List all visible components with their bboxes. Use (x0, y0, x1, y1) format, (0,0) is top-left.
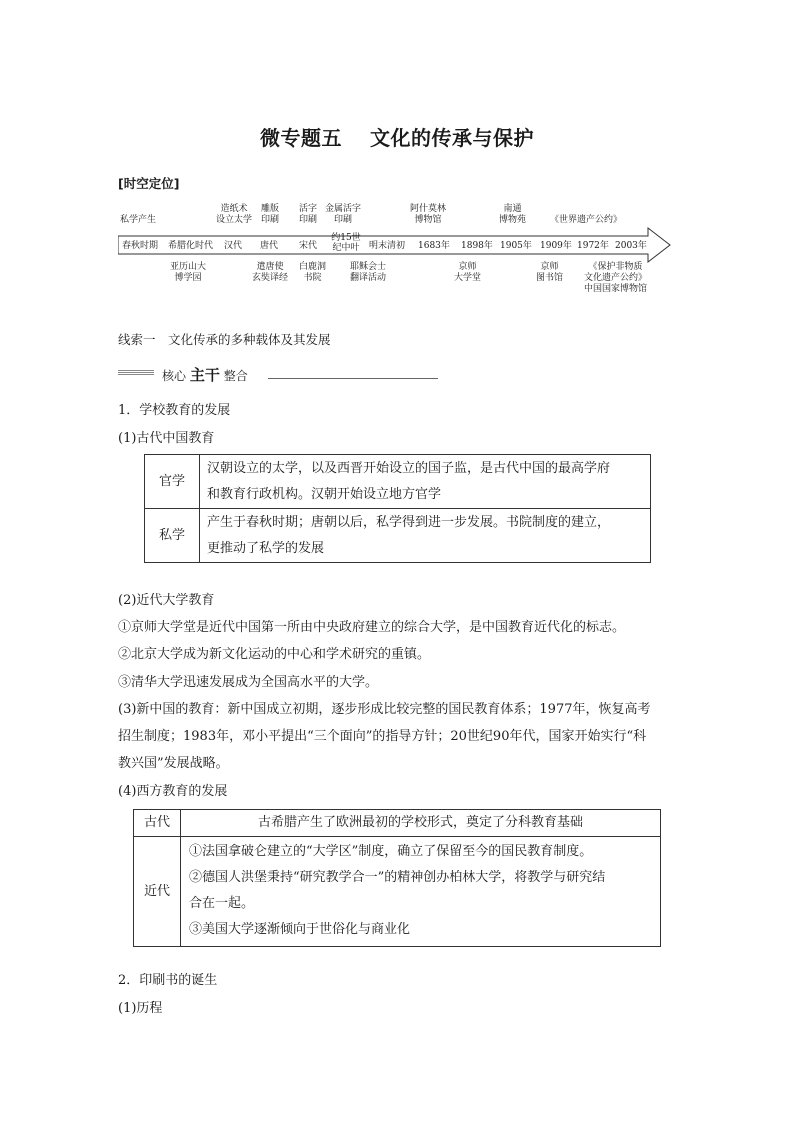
page-title (0, 122, 794, 151)
tl-bar-9: 1905年 (500, 241, 532, 251)
section-2-1-heading: (1)历程 (118, 1001, 163, 1016)
table-cell-ancient: 古希腊产生了欧洲最初的学校形式，奠定了分科教育基础 (181, 810, 661, 837)
section-1-4-heading: (4)西方教育的发展 (118, 784, 228, 799)
tl-below-2: 白鹿洞 书院 (299, 262, 327, 283)
paragraph-4-line-3: 教兴国”发展战略。 (118, 756, 229, 771)
cell-line: 产生于春秋时期；唐朝以后，私学得到进一步发展。书院制度的建立， (207, 514, 611, 530)
tl-above-5: 阿什莫林 博物馆 (410, 204, 447, 225)
table-row (145, 455, 651, 509)
tl-bar-4: 宋代 (299, 241, 318, 251)
tl-bar-8: 1898年 (461, 241, 493, 251)
tl-below-3: 耶稣会士 翻译活动 (350, 262, 387, 283)
table-row (134, 837, 661, 947)
table-head-sixue: 私学 (145, 509, 200, 563)
tl-below-5: 京师 图书馆 (536, 262, 564, 283)
tl-bar-12: 2003年 (615, 241, 647, 251)
timeline (118, 200, 678, 300)
tl-above-4: 金属活字 印刷 (325, 204, 362, 225)
section-shikong: [时空定位] (118, 176, 180, 191)
cell-line: 汉朝设立的太学，以及西晋开始设立的国子监，是古代中国的最高学府 (207, 460, 611, 476)
table-cell-modern (181, 837, 661, 947)
tl-above-1: 造纸术 设立太学 (216, 204, 253, 225)
paragraph-1: ①京师大学堂是近代中国第一所由中央政府建立的综合大学，是中国教育近代化的标志。 (118, 620, 626, 635)
tl-bar-0: 春秋时期 (122, 241, 159, 251)
section-2-heading: 2．印刷书的诞生 (118, 973, 218, 988)
table-western-education (133, 809, 661, 947)
clue-heading: 线索一 文化传承的多种载体及其发展 (118, 332, 331, 347)
tl-above-3: 活字 印刷 (299, 204, 318, 225)
tl-above-0: 私学产生 (120, 215, 157, 225)
paragraph-4-line-1: (3)新中国的教育：新中国成立初期，逐步形成比较完整的国民教育体系；1977年，恢复高考 (118, 702, 651, 717)
paragraph-2: ②北京大学成为新文化运动的中心和学术研究的重镇。 (118, 647, 431, 662)
tl-bar-7: 1683年 (418, 241, 450, 251)
tl-below-1: 遣唐使 玄奘译经 (252, 262, 289, 283)
title-number: 微专题五 (260, 126, 342, 150)
tl-above-2: 雕版 印刷 (261, 204, 280, 225)
tl-above-6: 南通 博物苑 (499, 204, 527, 225)
tl-bar-2: 汉代 (224, 241, 243, 251)
tl-below-0: 亚历山大 博学园 (170, 262, 207, 283)
cell-line: 更推动了私学的发展 (207, 540, 325, 556)
tl-below-6: 《保护非物质 文化遗产公约》 中国国家博物馆 (584, 262, 648, 294)
tl-bar-10: 1909年 (540, 241, 572, 251)
table-ancient-china (144, 454, 651, 563)
paragraph-4-line-2: 招生制度；1983年，邓小平提出“三个面向”的指导方针；20世纪90年代，国家开始实行“科 (118, 729, 647, 744)
banner-underline (268, 378, 438, 379)
tl-bar-3: 唐代 (260, 241, 279, 251)
banner-text (162, 364, 248, 385)
paragraph-3: ③清华大学迅速发展成为全国高水平的大学。 (118, 675, 379, 690)
table-row (134, 810, 661, 837)
table-head-guanxue: 官学 (145, 455, 200, 509)
cell-line: ②德国人洪堡秉持“研究教学合一”的精神创办柏林大学，将教学与研究结 (189, 869, 606, 885)
tl-bar-6: 明末清初 (369, 241, 406, 251)
section-1-heading: 1．学校教育的发展 (118, 403, 231, 418)
section-1-1-heading: (1)古代中国教育 (118, 431, 215, 446)
tl-above-7: 《世界遗产公约》 (550, 215, 623, 225)
table-head-modern: 近代 (134, 837, 181, 947)
section-1-2-heading: (2)近代大学教育 (118, 593, 215, 608)
table-cell (200, 509, 651, 563)
cell-line: ③美国大学逐渐倾向于世俗化与商业化 (189, 921, 411, 937)
banner-a: 核心 (162, 369, 187, 383)
banner-c: 整合 (223, 369, 248, 383)
table-head-ancient: 古代 (134, 810, 181, 837)
tl-bar-5: 约15世纪中叶 (331, 233, 361, 253)
tl-bar-1: 希腊化时代 (168, 241, 214, 251)
table-row (145, 509, 651, 563)
table-cell (200, 455, 651, 509)
cell-line: 合在一起。 (189, 895, 255, 911)
title-text: 文化的传承与保护 (370, 126, 534, 150)
cell-line: 和教育行政机构。汉朝开始设立地方官学 (207, 486, 442, 502)
cell-line: ①法国拿破仑建立的“大学区”制度，确立了保留至今的国民教育制度。 (189, 843, 593, 859)
banner-bar-left (118, 370, 154, 376)
core-banner (118, 362, 438, 384)
tl-bar-11: 1972年 (577, 241, 609, 251)
tl-below-4: 京师 大学堂 (454, 262, 482, 283)
banner-b: 主干 (189, 366, 220, 384)
